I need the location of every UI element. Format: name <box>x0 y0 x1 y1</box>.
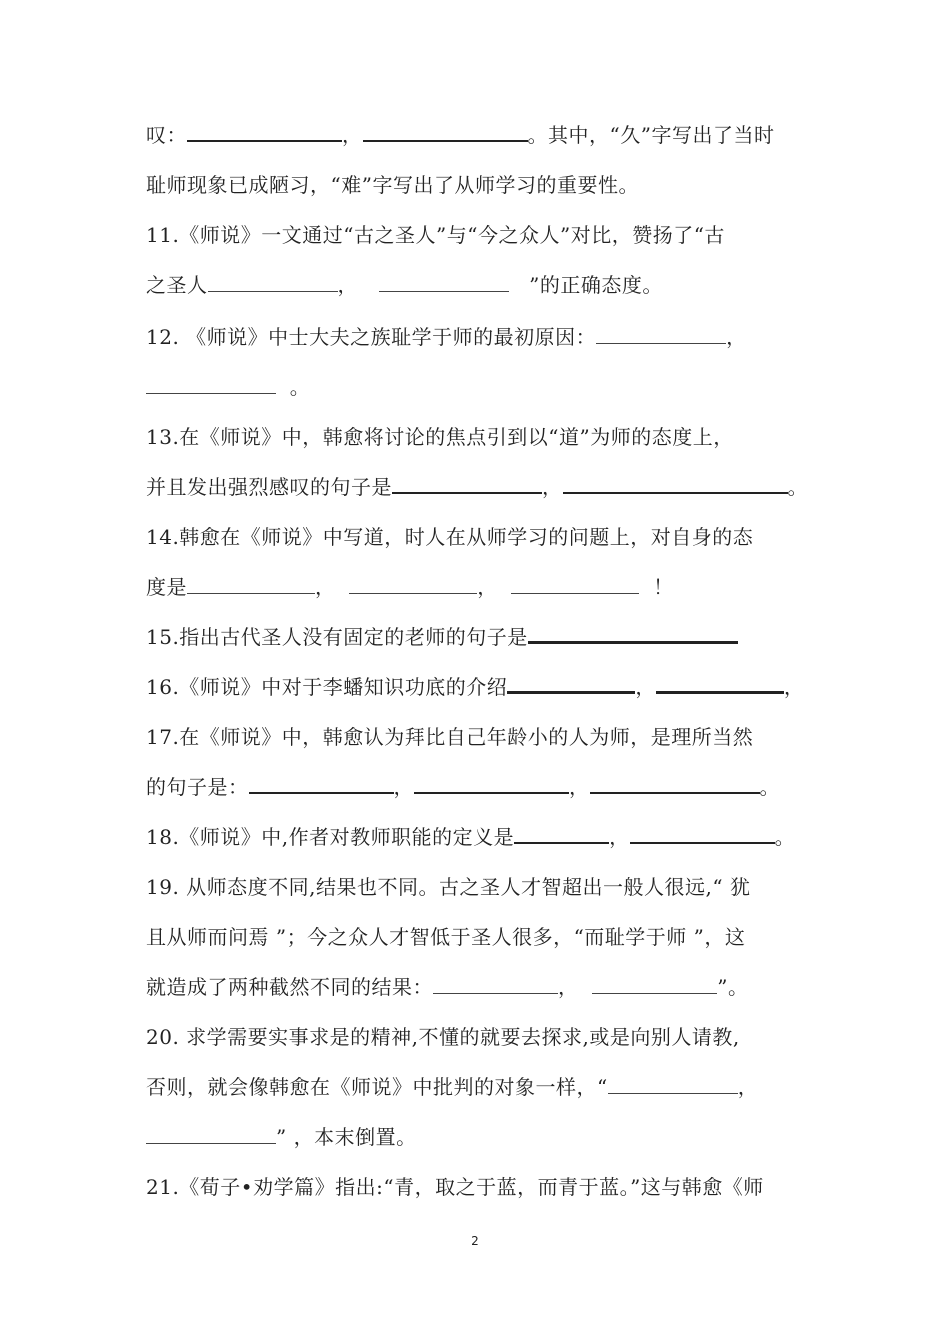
fill-blank[interactable] <box>249 772 394 794</box>
fill-blank[interactable] <box>514 822 609 844</box>
line-text: ”。 <box>717 975 749 999</box>
question-11 <box>146 218 816 252</box>
fill-blank[interactable] <box>146 373 276 394</box>
line-text: 耻师现象已成陋习，“难”字写出了从师学习的重要性。 <box>146 173 639 197</box>
line-text: 并且发出强烈感叹的句子是 <box>146 475 392 499</box>
question-16 <box>146 670 816 704</box>
text-line <box>146 268 816 302</box>
fill-blank[interactable] <box>592 973 717 994</box>
line-text: 13.在《师说》中，韩愈将讨论的焦点引到以“道”为师的态度上， <box>146 425 734 449</box>
line-text: 19. 从师态度不同,结果也不同。古之圣人才智超出一般人很远,“ 犹 <box>146 875 751 899</box>
fill-blank[interactable] <box>590 772 760 794</box>
fill-blank[interactable] <box>363 120 528 142</box>
line-text: 之圣人 <box>146 273 208 297</box>
question-20 <box>146 1020 816 1054</box>
line-text: 。 <box>774 825 796 849</box>
line-text: ， <box>783 675 805 699</box>
fill-blank[interactable] <box>414 772 569 794</box>
line-text: 16.《师说》中对于李蟠知识功底的介绍 <box>146 675 508 699</box>
fill-blank[interactable] <box>379 271 509 292</box>
line-text: ， <box>635 675 656 699</box>
line-text: 且从师而问焉 ”；今之众人才智低于圣人很多，“而耻学于师 ”，这 <box>146 925 746 949</box>
line-text: ， <box>477 575 498 599</box>
question-21 <box>146 1170 816 1204</box>
line-text: ， <box>558 975 579 999</box>
line-text: ， <box>342 123 363 147</box>
text-line <box>146 470 816 504</box>
line-text: 12. 《师说》中士大夫之族耻学于师的最初原因： <box>146 325 597 349</box>
text-line <box>146 1070 816 1104</box>
fill-blank[interactable] <box>187 573 315 594</box>
question-12 <box>146 320 816 354</box>
fill-blank[interactable] <box>507 671 635 694</box>
line-text: 就造成了两种截然不同的结果： <box>146 975 433 999</box>
line-text: 11.《师说》一文通过“古之圣人”与“今之众人”对比，赞扬了“古 <box>146 223 725 247</box>
line-text: ， <box>569 775 590 799</box>
fill-blank[interactable] <box>392 472 542 494</box>
question-15 <box>146 620 816 654</box>
fill-blank[interactable] <box>563 472 788 494</box>
fill-blank[interactable] <box>656 671 784 694</box>
line-text: ， <box>609 825 630 849</box>
text-line <box>146 570 816 604</box>
fill-blank[interactable] <box>596 323 726 344</box>
line-text: 14.韩愈在《师说》中写道，时人在从师学习的问题上，对自身的态 <box>146 525 754 549</box>
line-text: ， <box>542 475 563 499</box>
question-13 <box>146 420 816 454</box>
line-text: ， <box>737 1075 759 1099</box>
text-line <box>146 168 816 202</box>
page-number: 2 <box>471 1234 479 1248</box>
text-line <box>146 770 816 804</box>
question-19 <box>146 870 816 904</box>
line-text: 18.《师说》中,作者对教师职能的定义是 <box>146 825 515 849</box>
line-text: 17.在《师说》中，韩愈认为拜比自己年龄小的人为师，是理所当然 <box>146 725 754 749</box>
line-text: ， <box>726 325 747 349</box>
text-line <box>146 118 816 152</box>
line-text: ， <box>315 575 336 599</box>
line-text: 的句子是： <box>146 775 249 799</box>
fill-blank[interactable] <box>146 1123 276 1144</box>
line-text: ， <box>337 273 358 297</box>
fill-blank[interactable] <box>528 621 738 644</box>
fill-blank[interactable] <box>511 573 639 594</box>
text-line <box>146 920 816 954</box>
line-text: ” ，本末倒置。 <box>276 1125 417 1149</box>
line-text: 。其中，“久”字写出了当时 <box>527 123 775 147</box>
line-text: ！ <box>653 575 674 599</box>
question-17 <box>146 720 816 754</box>
fill-blank[interactable] <box>630 822 775 844</box>
fill-blank[interactable] <box>187 120 342 142</box>
line-text: 否则，就会像韩愈在《师说》中批判的对象一样，“ <box>146 1075 608 1099</box>
question-14 <box>146 520 816 554</box>
question-18 <box>146 820 816 854</box>
line-text: 。 <box>787 475 808 499</box>
line-text: 20. 求学需要实事求是的精神,不懂的就要去探求,或是向别人请教, <box>146 1025 740 1049</box>
text-line <box>146 1120 816 1154</box>
line-text: 15.指出古代圣人没有固定的老师的句子是 <box>146 625 528 649</box>
text-line <box>146 370 816 404</box>
fill-blank[interactable] <box>208 271 338 292</box>
fill-blank[interactable] <box>349 573 477 594</box>
line-text: 。 <box>759 775 780 799</box>
line-text: ”的正确态度。 <box>529 273 663 297</box>
fill-blank[interactable] <box>433 973 558 994</box>
line-text: 21.《荀子•劝学篇》指出:“青，取之于蓝，而青于蓝。”这与韩愈《师 <box>146 1175 764 1199</box>
line-text: 。 <box>289 375 311 399</box>
text-line <box>146 970 816 1004</box>
fill-blank[interactable] <box>608 1073 738 1094</box>
line-text: 度是 <box>146 575 187 599</box>
line-text: 叹： <box>146 123 187 147</box>
line-text: ， <box>393 775 414 799</box>
